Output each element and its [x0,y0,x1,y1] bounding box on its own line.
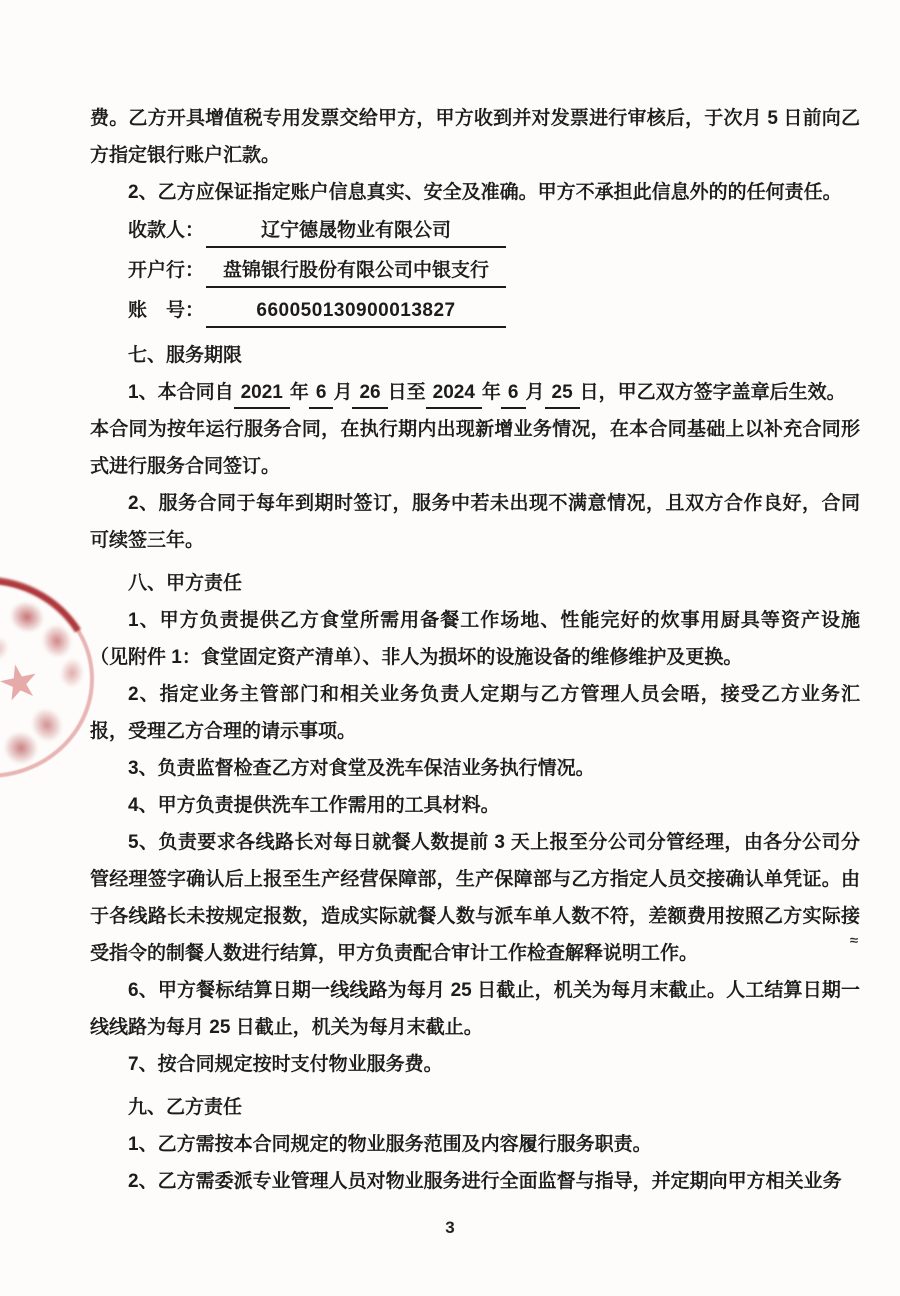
party-a-duty-6: 6、甲方餐标结算日期一线线路为每月 25 日截止，机关为每月末截止。人工结算日期一线线路为每月 25 日截止，机关为每月末截止。 [90,980,860,1038]
section-heading-8-party-a-duties: 八、甲方责任 [128,573,243,594]
party-a-duty-4: 4、甲方负责提供洗车工作需用的工具材料。 [128,795,500,816]
party-b-duty-1: 1、乙方需按本合同规定的物业服务范围及内容履行服务职责。 [128,1134,652,1155]
bank-row-account [90,291,860,331]
bank-name-label: 开户行： [128,260,205,281]
clause-contract-dates-continuation: 本合同为按年运行服务合同，在执行期内出现新增业务情况，在本合同基础上以补充合同形式进行服务合同签订。 [90,419,860,477]
date-clause-prefix: 1、本合同自 [128,382,234,403]
month-unit: 月 [333,382,353,403]
seal-ink-smudge [0,632,14,666]
section-heading-9-party-b-duties: 九、乙方责任 [128,1097,243,1118]
seal-ink-smudge [38,621,75,661]
date-clause-suffix: 日，甲乙双方签字盖章后生效。 [579,382,846,403]
date-to-text: 日至 [387,382,426,403]
seal-ink-smudge [5,596,48,637]
party-a-duty-3: 3、负责监督检查乙方对食堂及洗车保洁业务执行情况。 [128,758,595,779]
month-unit: 月 [525,382,545,403]
clause-renewal: 2、服务合同于每年到期时签订，服务中若未出现不满意情况，且双方合作良好，合同可续签三年。 [90,493,860,551]
bank-name-value: 盘锦银行股份有限公司中银支行 [206,256,506,288]
start-day-value: 26 [352,379,387,409]
seal-ink-smudge [26,703,68,747]
start-year-value: 2021 [234,379,290,409]
account-number-value: 660050130900013827 [206,296,506,328]
page-number: 3 [445,1218,455,1237]
paragraph-payment-continuation: 费。乙方开具增值税专用发票交给甲方，甲方收到并对发票进行审核后，于次月 5 日前向乙方指定银行账户汇款。 [90,108,860,166]
payee-label: 收款人： [128,220,205,241]
bank-row-bank [90,251,860,291]
scan-artifact-mark: ≈ [850,933,859,948]
contract-body [90,100,860,1200]
paragraph-account-guarantee: 2、乙方应保证指定账户信息真实、安全及准确。甲方不承担此信息外的的任何责任。 [128,182,842,203]
clause-contract-dates [90,374,860,411]
year-unit: 年 [481,382,501,403]
bank-row-payee [90,211,860,251]
section-heading-7-service-term: 七、服务期限 [128,345,243,366]
party-a-duty-1: 1、甲方负责提供乙方食堂所需用备餐工作场地、性能完好的炊事用厨具等资产设施（见附件 1：食堂固定资产清单）、非人为损坏的设施设备的维修维护及更换。 [90,610,860,668]
start-month-value: 6 [309,379,334,409]
end-month-value: 6 [501,379,526,409]
party-a-duty-5: 5、负责要求各线路长对每日就餐人数提前 3 天上报至分公司分管经理，由各分公司分管经理签字确认后上报至生产经营保障部，生产保障部与乙方指定人员交接确认单凭证。由于各线路长未按规定报数，造成实际就餐人数与派车单人数不符，差额费用按照乙方实际接受指令的制餐人数进行结算，甲方负责配合审计工作检查解释说明工作。 [90,832,860,964]
party-b-duty-2: 2、乙方需委派专业管理人员对物业服务进行全面监督与指导，并定期向甲方相关业务 [128,1171,842,1192]
end-day-value: 25 [545,379,580,409]
seal-star-icon [0,660,42,705]
party-a-duty-7: 7、按合同规定按时支付物业服务费。 [128,1054,443,1075]
seal-ink-smudge [58,656,86,689]
account-number-label: 账 号： [128,300,205,321]
end-year-value: 2024 [426,379,482,409]
red-seal-stamp [0,580,94,778]
seal-ring [0,580,94,778]
party-a-duty-2: 2、指定业务主管部门和相关业务负责人定期与乙方管理人员会晤，接受乙方业务汇报，受理乙方合理的请示事项。 [90,684,860,742]
year-unit: 年 [289,382,309,403]
seal-ink-smudge [0,728,42,768]
payee-value: 辽宁德晟物业有限公司 [206,216,506,248]
